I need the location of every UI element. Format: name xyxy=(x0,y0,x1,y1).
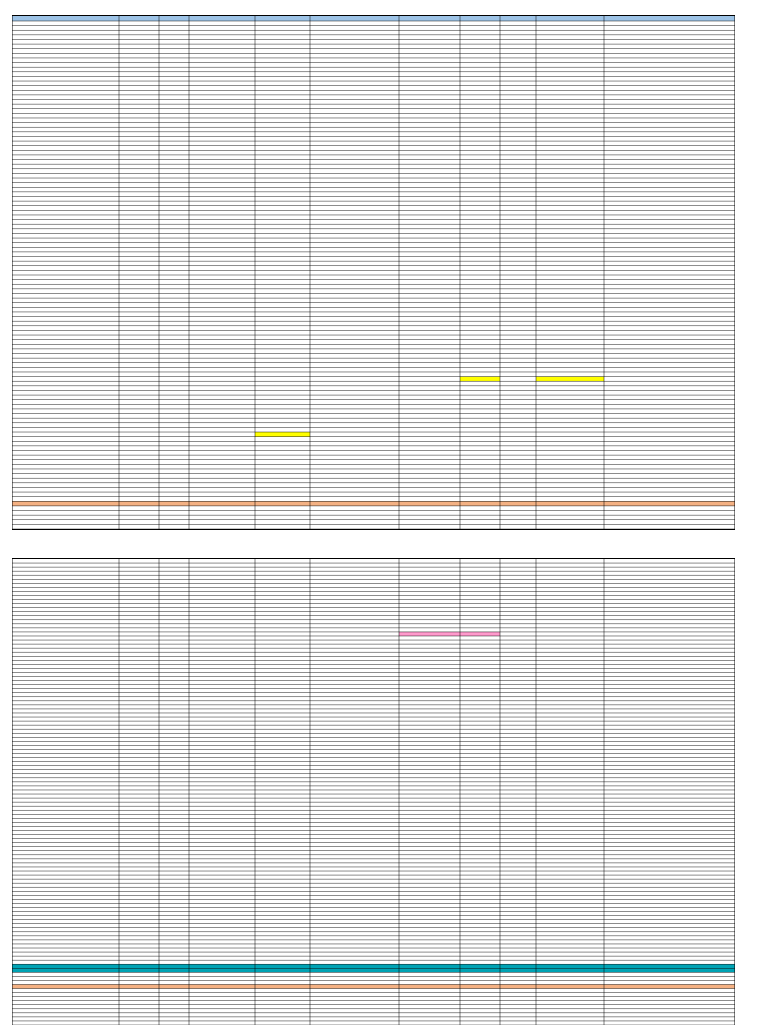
highlighted-cell xyxy=(12,964,735,968)
spreadsheet-page-1 xyxy=(12,15,735,530)
column-gridlines xyxy=(12,559,735,1025)
highlighted-cell xyxy=(460,377,500,382)
highlighted-cell xyxy=(460,632,500,636)
row-gridlines xyxy=(12,563,735,1025)
spreadsheet-grid-page-2 xyxy=(12,559,735,1025)
highlighted-cell xyxy=(12,501,735,506)
highlighted-cell xyxy=(12,984,735,988)
spreadsheet-grid-page-1 xyxy=(12,16,735,529)
highlighted-cell xyxy=(12,968,735,972)
header-row xyxy=(12,16,735,21)
spreadsheet-page-2 xyxy=(12,558,735,1025)
highlighted-cell xyxy=(255,432,310,437)
row-gridlines xyxy=(12,21,735,529)
column-gridlines xyxy=(12,16,735,529)
highlighted-cell xyxy=(399,632,460,636)
highlighted-cell xyxy=(536,377,604,382)
